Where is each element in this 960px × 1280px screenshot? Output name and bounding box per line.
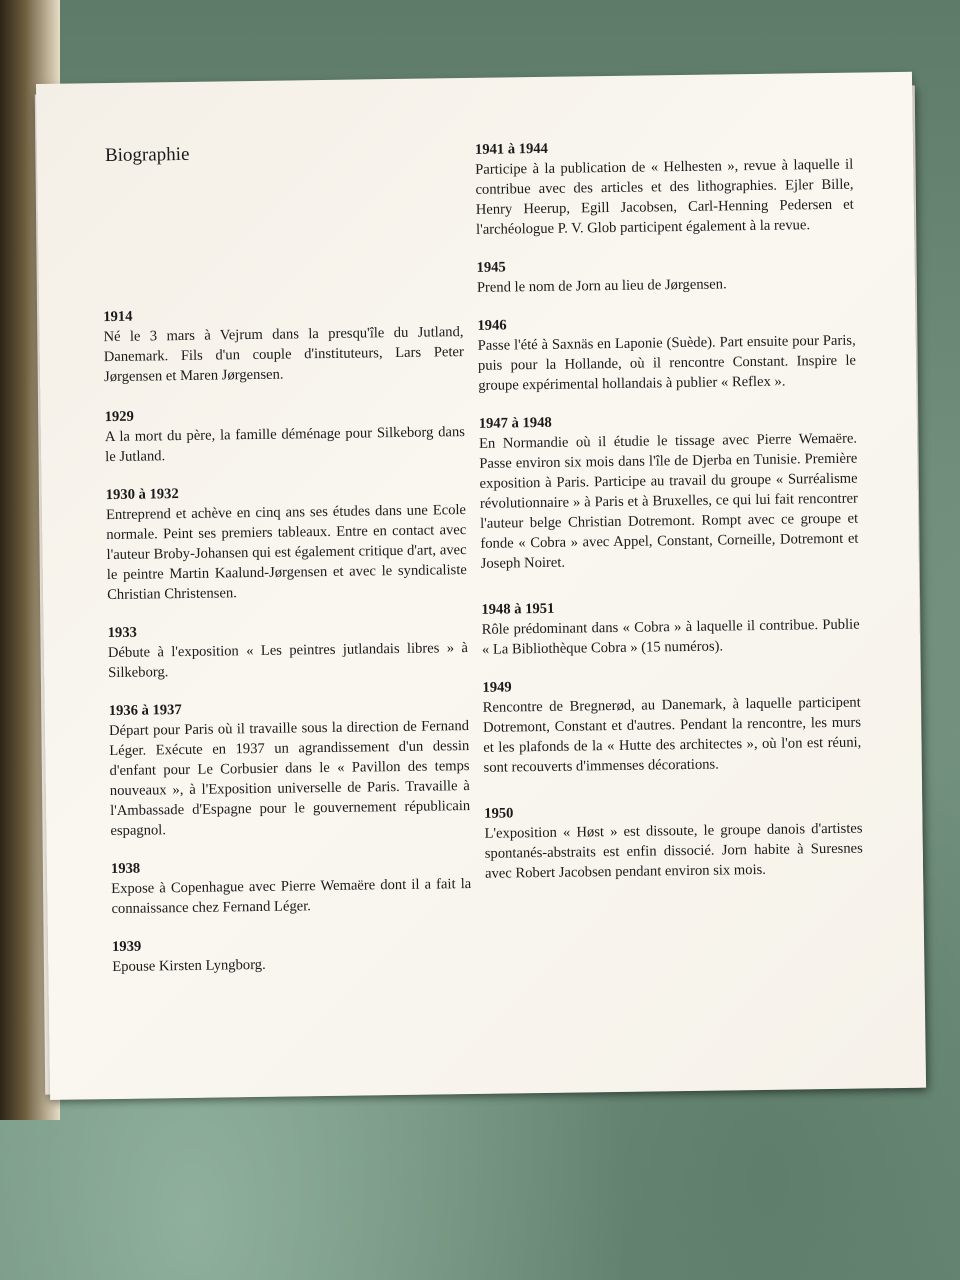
entry-text: Passe l'été à Saxnäs en Laponie (Suède). Part ensuite pour Paris, puis pour la Hollande, où il rencontre Constant. Inspire le groupe expérimental hollandais à publier « Reflex ». bbox=[477, 332, 857, 394]
entry-text: Né le 3 mars à Vejrum dans la presqu'île du Jutland, Danemark. Fils d'un couple d'instituteurs, Lars Peter Jørgensen et Maren Jørgensen. bbox=[103, 324, 464, 386]
entry-year: 1945 bbox=[476, 259, 506, 276]
entry-year: 1933 bbox=[107, 624, 137, 642]
biography-entry bbox=[475, 135, 854, 240]
biography-entry bbox=[108, 618, 469, 683]
biography-entry bbox=[106, 480, 468, 605]
right-column bbox=[475, 135, 864, 902]
entry-text: Rôle prédominant dans « Cobra » à laquelle il contribue. Publie « La Bibliothèque Cobra » (15 numéros). bbox=[481, 616, 860, 658]
biography-entry bbox=[105, 402, 466, 467]
entry-year: 1948 à 1951 bbox=[481, 600, 555, 618]
biography-entry bbox=[109, 696, 471, 841]
entry-text: Participe à la publication de « Helhesten », revue à laquelle il contribue avec des articles et des lithographies. Ejler Bille, Henry Heerup, Egill Jacobsen, Carl-Henning Pedersen et l'archéologue P. V. Glob participent également à la revue. bbox=[475, 156, 854, 238]
entry-text: Expose à Copenhague avec Pierre Wemaëre dont il a fait la connaissance chez Fernand Léger. bbox=[111, 876, 472, 918]
entry-text: Débute à l'exposition « Les peintres jutlandais libres » à Silkeborg. bbox=[107, 640, 469, 682]
entry-year: 1929 bbox=[104, 408, 134, 426]
entry-year: 1946 bbox=[477, 317, 507, 334]
entry-text: A la mort du père, la famille déménage pour Silkeborg dans le Jutland. bbox=[104, 424, 466, 466]
entry-year: 1949 bbox=[482, 679, 512, 696]
entry-text: Epouse Kirsten Lyngborg. bbox=[112, 956, 266, 976]
entry-text: Entreprend et achève en cinq ans ses études dans une Ecole normale. Peint ses premiers tableaux. Entre en contact avec l'auteur Broby-Johansen qui est également critique d'art, avec le peintre Martin Kaalund-Jørgensen et avec le syndicaliste Christian Christensen. bbox=[105, 502, 467, 604]
biography-entry bbox=[484, 799, 863, 884]
entry-year: 1939 bbox=[111, 938, 142, 956]
biography-entry bbox=[103, 302, 464, 387]
entry-text: Prend le nom de Jorn au lieu de Jørgensen. bbox=[476, 276, 727, 296]
entry-year: 1914 bbox=[103, 308, 133, 326]
biography-entry bbox=[111, 854, 472, 919]
biography-entry bbox=[476, 253, 855, 298]
entry-text: En Normandie où il étudie le tissage avec Pierre Wemaëre. Passe environ six mois dans l'île de Djerba en Tunisie. Première exposition à Paris. Participe au travail du groupe « Surréalisme révolutionnaire » à Paris et à Bruxelles, ce qui lui fait rencontrer l'auteur belge Christian Dotremont. Rompt avec ce groupe et fonde « Cobra » avec Appel, Constant, Corneille, Dotremont et Joseph Noiret. bbox=[478, 430, 859, 572]
page-title: Biographie bbox=[104, 143, 190, 167]
biography-entry bbox=[482, 673, 861, 778]
entry-year: 1936 à 1937 bbox=[108, 702, 182, 720]
entry-year: 1930 à 1932 bbox=[105, 486, 179, 504]
biography-entry bbox=[479, 409, 859, 574]
book-page bbox=[36, 72, 926, 1100]
entry-year: 1950 bbox=[484, 805, 514, 822]
biography-entry bbox=[481, 595, 860, 660]
entry-text: Départ pour Paris où il travaille sous la direction de Fernand Léger. Exécute en 1937 un agrandissement d'un dessin d'enfant pour Le Corbusier dans le « Pavillon des temps nouveaux », à l'Exposition universelle de Paris. Travaille à l'Ambassade d'Espagne pour le gouvernement républicain espagnol. bbox=[108, 718, 471, 840]
entry-year: 1947 à 1948 bbox=[478, 414, 552, 432]
entry-text: Rencontre de Bregnerød, au Danemark, à laquelle participent Dotremont, Constant et d'autres. Pendant la rencontre, les murs et les plafonds de la « Hutte des architectes », où l'on est réuni, sont recouverts d'immenses décorations. bbox=[482, 694, 862, 776]
biography-entry bbox=[112, 932, 473, 977]
entry-year: 1941 à 1944 bbox=[474, 140, 549, 158]
entry-year: 1938 bbox=[110, 860, 141, 878]
entry-text: L'exposition « Høst » est dissoute, le groupe danois d'artistes spontanés-abstraits est enfin dissocié. Jorn habite à Suresnes avec Robert Jacobsen pendant environ six mois. bbox=[484, 820, 863, 882]
left-column bbox=[103, 302, 473, 995]
biography-entry bbox=[477, 311, 856, 396]
